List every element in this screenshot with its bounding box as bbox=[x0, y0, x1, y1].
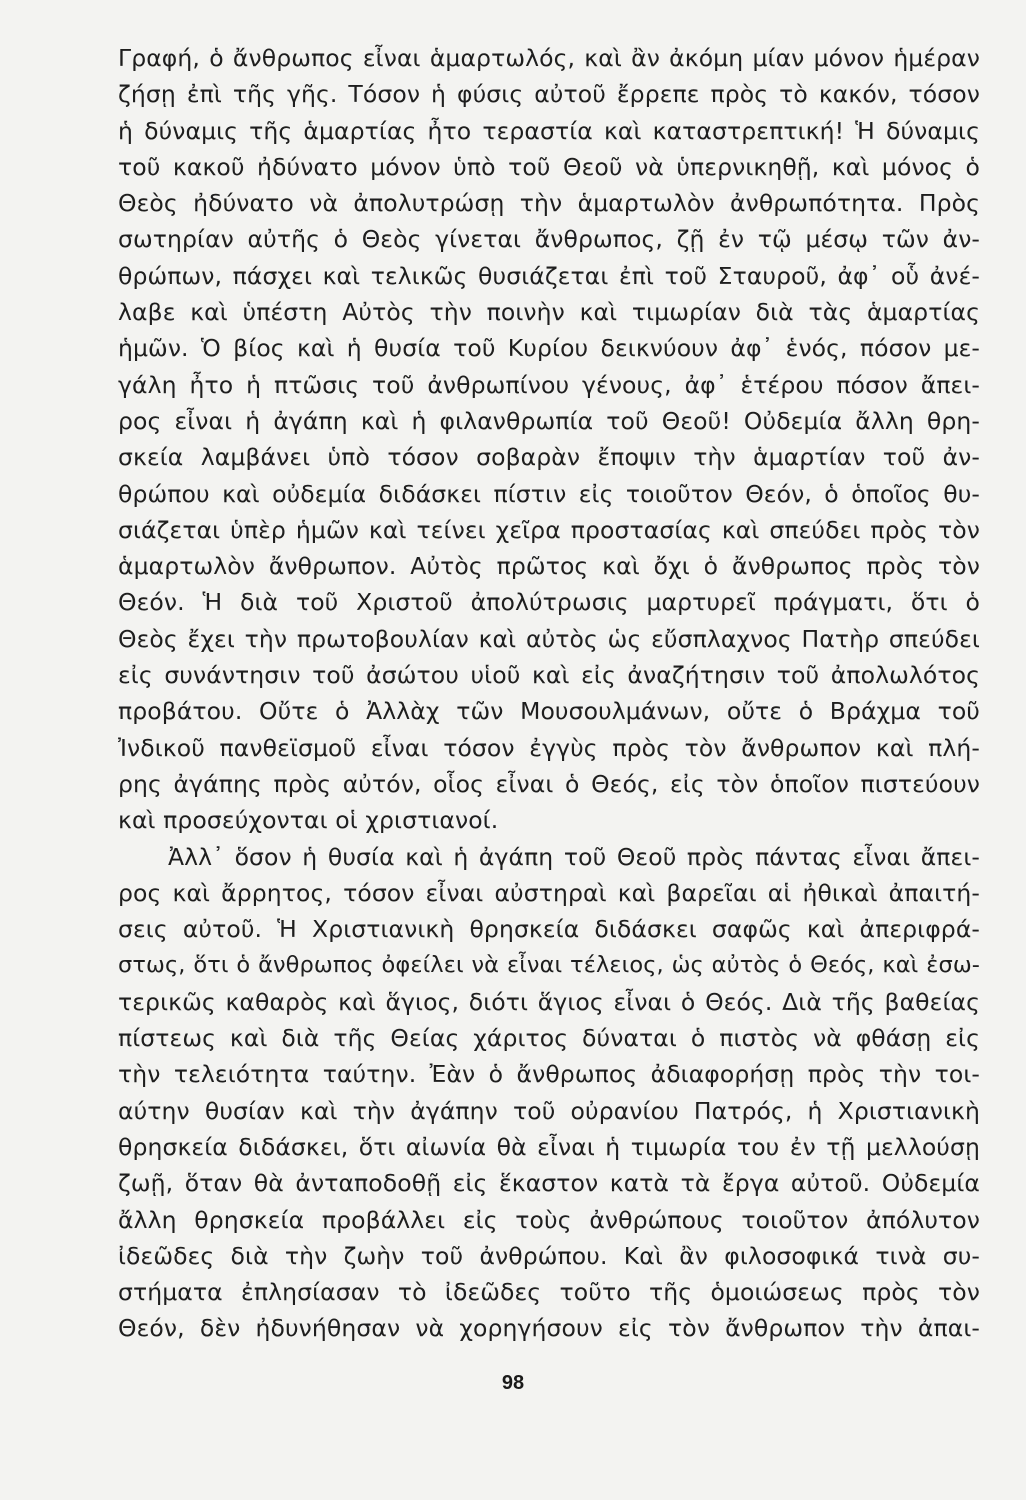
body-text bbox=[118, 40, 980, 1347]
text-line: Θεὸς ἠδύνατο νὰ ἀπολυτρώσῃ τὴν ἁμαρτωλὸν ἀνθρωπότητα. Πρὸς bbox=[118, 189, 980, 218]
text-line: στως, ὅτι ὁ ἄνθρωπος ὀφείλει νὰ εἶναι τέλειος, ὡς αὐτὸς ὁ Θεός, καὶ ἐσω- bbox=[118, 952, 980, 979]
text-line: θρώπων, πάσχει καὶ τελικῶς θυσιάζεται ἐπὶ τοῦ Σταυροῦ, ἀφ᾽ οὗ ἀνέ- bbox=[118, 261, 980, 290]
text-line: Θεόν. Ἡ διὰ τοῦ Χριστοῦ ἀπολύτρωσις μαρτυρεῖ πράγματι, ὅτι ὁ bbox=[118, 588, 980, 617]
text-line: Ἀλλ᾽ ὅσον ἡ θυσία καὶ ἡ ἀγάπη τοῦ Θεοῦ πρὸς πάντας εἶναι ἄπει- bbox=[168, 842, 980, 871]
text-line: ἡ δύναμις τῆς ἁμαρτίας ἦτο τεραστία καὶ καταστρεπτική! Ἡ δύναμις bbox=[118, 116, 980, 145]
text-line: ἁμαρτωλὸν ἄνθρωπον. Αὐτὸς πρῶτος καὶ ὄχι ὁ ἄνθρωπος πρὸς τὸν bbox=[118, 552, 980, 581]
page-number: 98 bbox=[501, 1372, 525, 1394]
text-line: τὴν τελειότητα ταύτην. Ἐὰν ὁ ἄνθρωπος ἀδιαφορήσῃ πρὸς τὴν τοι- bbox=[118, 1060, 980, 1089]
text-line: Θεόν, δὲν ἠδυνήθησαν νὰ χορηγήσουν εἰς τὸν ἄνθρωπον τὴν ἀπαι- bbox=[118, 1314, 980, 1343]
text-line: αύτην θυσίαν καὶ τὴν ἀγάπην τοῦ οὐρανίου Πατρός, ἡ Χριστιανικὴ bbox=[118, 1096, 980, 1125]
text-line: Θεὸς ἔχει τὴν πρωτοβουλίαν καὶ αὐτὸς ὡς εὔσπλαχνος Πατὴρ σπεύδει bbox=[118, 624, 980, 653]
text-line: θρησκεία διδάσκει, ὅτι αἰωνία θὰ εἶναι ἡ τιμωρία του ἐν τῇ μελλούσῃ bbox=[118, 1132, 980, 1161]
text-line: Γραφή, ὁ ἄνθρωπος εἶναι ἁμαρτωλός, καὶ ἂν ἀκόμη μίαν μόνον ἡμέραν bbox=[118, 44, 980, 72]
text-line: καὶ προσεύχονται οἱ χριστιανοί. bbox=[118, 806, 499, 835]
text-line: ἄλλη θρησκεία προβάλλει εἰς τοὺς ἀνθρώπους τοιοῦτον ἀπόλυτον bbox=[118, 1205, 980, 1234]
text-line: ἡμῶν. Ὁ βίος καὶ ἡ θυσία τοῦ Κυρίου δεικνύουν ἀφ᾽ ἑνός, πόσον με- bbox=[118, 334, 980, 363]
paragraph-2 bbox=[118, 839, 980, 1347]
paragraph-1 bbox=[118, 40, 980, 839]
text-line: στήματα ἐπλησίασαν τὸ ἰδεῶδες τοῦτο τῆς ὁμοιώσεως πρὸς τὸν bbox=[118, 1278, 980, 1307]
text-line: εἰς συνάντησιν τοῦ ἀσώτου υἱοῦ καὶ εἰς ἀναζήτησιν τοῦ ἀπολωλότος bbox=[118, 661, 980, 690]
text-line: ρος εἶναι ἡ ἀγάπη καὶ ἡ φιλανθρωπία τοῦ Θεοῦ! Οὐδεμία ἄλλη θρη- bbox=[118, 406, 980, 435]
text-line: ρος καὶ ἄρρητος, τόσον εἶναι αὐστηραὶ καὶ βαρεῖαι αἱ ἠθικαὶ ἀπαιτή- bbox=[118, 878, 980, 907]
text-line: ζήσῃ ἐπὶ τῆς γῆς. Τόσον ἡ φύσις αὐτοῦ ἔρρεπε πρὸς τὸ κακόν, τόσον bbox=[118, 80, 980, 109]
text-line: ζωῇ, ὅταν θὰ ἀνταποδοθῇ εἰς ἕκαστον κατὰ τὰ ἔργα αὐτοῦ. Οὐδεμία bbox=[118, 1169, 980, 1198]
text-line: Ἰνδικοῦ πανθεϊσμοῦ εἶναι τόσον ἐγγὺς πρὸς τὸν ἄνθρωπον καὶ πλή- bbox=[118, 733, 980, 762]
text-line: λαβε καὶ ὑπέστη Αὐτὸς τὴν ποινὴν καὶ τιμωρίαν διὰ τὰς ἁμαρτίας bbox=[118, 298, 980, 327]
text-line: ἰδεῶδες διὰ τὴν ζωὴν τοῦ ἀνθρώπου. Καὶ ἂν φιλοσοφικά τινὰ συ- bbox=[118, 1241, 980, 1270]
text-line: θρώπου καὶ οὐδεμία διδάσκει πίστιν εἰς τοιοῦτον Θεόν, ὁ ὁποῖος θυ- bbox=[118, 479, 980, 508]
text-line: σεις αὐτοῦ. Ἡ Χριστιανικὴ θρησκεία διδάσκει σαφῶς καὶ ἀπεριφρά- bbox=[118, 915, 980, 944]
text-line: πίστεως καὶ διὰ τῆς Θείας χάριτος δύναται ὁ πιστὸς νὰ φθάσῃ εἰς bbox=[118, 1024, 980, 1053]
text-line: τοῦ κακοῦ ἠδύνατο μόνον ὑπὸ τοῦ Θεοῦ νὰ ὑπερνικηθῇ, καὶ μόνος ὁ bbox=[118, 152, 980, 181]
text-line: τερικῶς καθαρὸς καὶ ἅγιος, διότι ἅγιος εἶναι ὁ Θεός. Διὰ τῆς βαθείας bbox=[118, 987, 980, 1016]
text-line: προβάτου. Οὔτε ὁ Ἀλλὰχ τῶν Μουσουλμάνων, οὔτε ὁ Βράχμα τοῦ bbox=[118, 697, 980, 726]
text-line: σιάζεται ὑπὲρ ἡμῶν καὶ τείνει χεῖρα προστασίας καὶ σπεύδει πρὸς τὸν bbox=[118, 515, 980, 544]
text-line: γάλη ἦτο ἡ πτῶσις τοῦ ἀνθρωπίνου γένους, ἀφ᾽ ἑτέρου πόσον ἄπει- bbox=[118, 370, 980, 399]
text-line: σωτηρίαν αὐτῆς ὁ Θεὸς γίνεται ἄνθρωπος, ζῇ ἐν τῷ μέσῳ τῶν ἀν- bbox=[118, 225, 980, 254]
text-line: ρης ἀγάπης πρὸς αὐτόν, οἷος εἶναι ὁ Θεός, εἰς τὸν ὁποῖον πιστεύουν bbox=[118, 769, 980, 798]
text-line: σκεία λαμβάνει ὑπὸ τόσον σοβαρὰν ἔποψιν τὴν ἁμαρτίαν τοῦ ἀν- bbox=[118, 443, 980, 472]
